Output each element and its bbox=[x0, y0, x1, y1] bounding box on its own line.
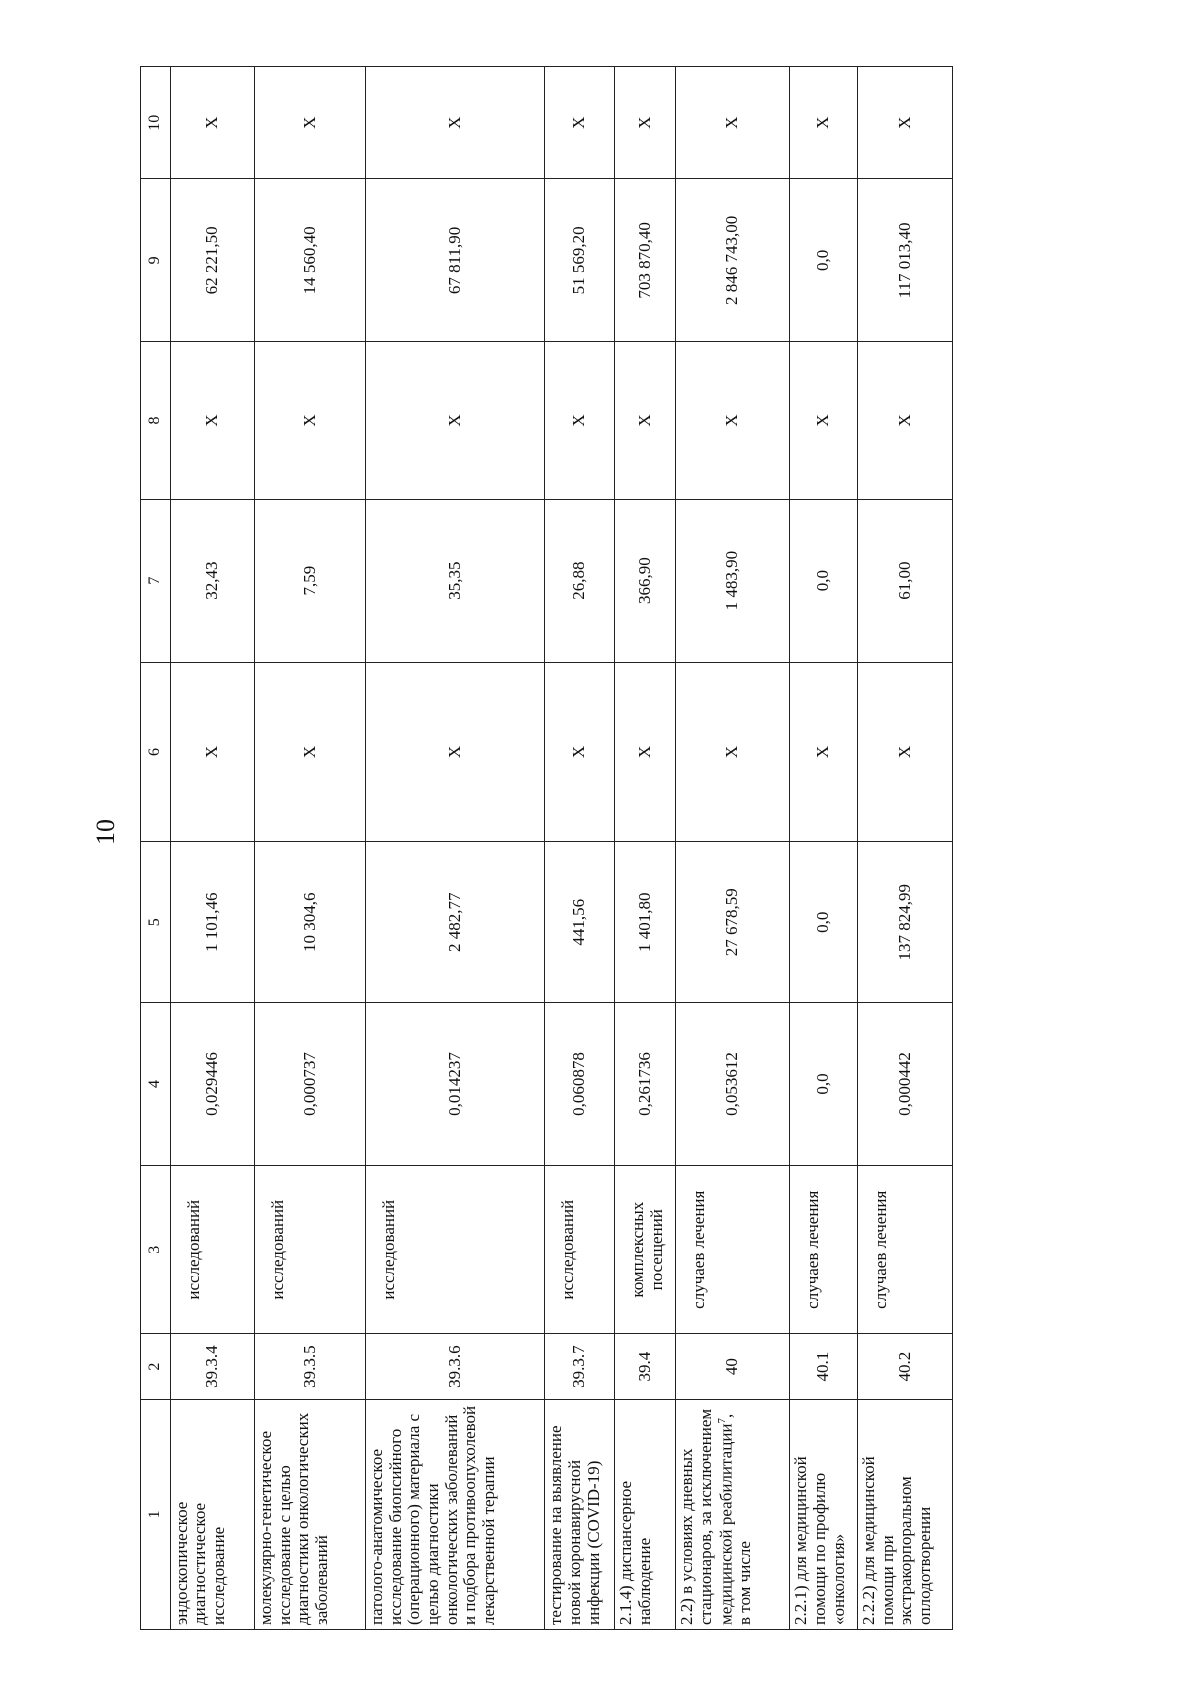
table-cell: 26,88 bbox=[545, 499, 615, 662]
row-unit: исследований bbox=[255, 1165, 366, 1334]
table-cell: 0,060878 bbox=[545, 1003, 615, 1166]
table-cell: X bbox=[365, 67, 545, 179]
table-cell: 0,0 bbox=[790, 1003, 858, 1166]
table-cell: X bbox=[255, 342, 366, 499]
table-cell: 1 401,80 bbox=[615, 842, 676, 1003]
table-cell: X bbox=[170, 662, 254, 842]
column-header: 7 bbox=[141, 499, 171, 662]
table-cell: X bbox=[170, 342, 254, 499]
table-cell: 0,029446 bbox=[170, 1003, 254, 1166]
row-label: эндоскопическое диагностическое исследование bbox=[170, 1399, 254, 1629]
column-header: 9 bbox=[141, 179, 171, 342]
table-cell: X bbox=[255, 67, 366, 179]
table-cell: X bbox=[676, 67, 790, 179]
table-cell: 0,0 bbox=[790, 179, 858, 342]
table-cell: 0,0 bbox=[790, 842, 858, 1003]
table-cell: 35,35 bbox=[365, 499, 545, 662]
column-header: 4 bbox=[141, 1003, 171, 1166]
column-header: 5 bbox=[141, 842, 171, 1003]
table-cell: X bbox=[365, 342, 545, 499]
table-cell: X bbox=[790, 342, 858, 499]
table-cell: X bbox=[857, 342, 952, 499]
column-header: 1 bbox=[141, 1399, 171, 1629]
row-code: 39.3.4 bbox=[170, 1334, 254, 1399]
row-unit: исследований bbox=[365, 1165, 545, 1334]
table-cell: 51 569,20 bbox=[545, 179, 615, 342]
table-cell: 61,00 bbox=[857, 499, 952, 662]
row-label: 2.2.1) для медицинской помощи по профилю «онкология» bbox=[790, 1399, 858, 1629]
table-cell: X bbox=[790, 67, 858, 179]
table-row bbox=[365, 67, 545, 1630]
table-cell: 703 870,40 bbox=[615, 179, 676, 342]
table-row bbox=[790, 67, 858, 1630]
row-code: 40.2 bbox=[857, 1334, 952, 1399]
table-cell: 0,053612 bbox=[676, 1003, 790, 1166]
table-row bbox=[857, 67, 952, 1630]
row-label bbox=[676, 1399, 790, 1629]
table-cell: 0,0 bbox=[790, 499, 858, 662]
table-cell: X bbox=[615, 67, 676, 179]
table-cell: 2 846 743,00 bbox=[676, 179, 790, 342]
table-cell: X bbox=[615, 662, 676, 842]
table-row bbox=[615, 67, 676, 1630]
table-cell: 0,000442 bbox=[857, 1003, 952, 1166]
table-cell: X bbox=[365, 662, 545, 842]
page-number: 10 bbox=[91, 819, 120, 845]
table-cell: 32,43 bbox=[170, 499, 254, 662]
table-cell: 0,261736 bbox=[615, 1003, 676, 1166]
row-unit: случаев лечения bbox=[857, 1165, 952, 1334]
row-label: 2.1.4) диспансерное наблюдение bbox=[615, 1399, 676, 1629]
table-cell: X bbox=[857, 67, 952, 179]
table-cell: 117 013,40 bbox=[857, 179, 952, 342]
row-label: патолого-анатомическое исследование биопсийного (операционного) материала с целью диагностики онкологических заболеваний и подбора противоопухолевой лекарственной терапии bbox=[365, 1399, 545, 1629]
table-cell: 0,014237 bbox=[365, 1003, 545, 1166]
row-code: 39.3.5 bbox=[255, 1334, 366, 1399]
row-unit: комплексных посещений bbox=[615, 1165, 676, 1334]
table-cell: X bbox=[857, 662, 952, 842]
table-cell: 441,56 bbox=[545, 842, 615, 1003]
table-cell: X bbox=[170, 67, 254, 179]
table-row bbox=[170, 67, 254, 1630]
row-code: 40.1 bbox=[790, 1334, 858, 1399]
table-cell: X bbox=[790, 662, 858, 842]
column-header: 6 bbox=[141, 662, 171, 842]
table-cell: 62 221,50 bbox=[170, 179, 254, 342]
row-code: 40 bbox=[676, 1334, 790, 1399]
row-unit: случаев лечения bbox=[676, 1165, 790, 1334]
row-code: 39.3.6 bbox=[365, 1334, 545, 1399]
table-row bbox=[255, 67, 366, 1630]
table-cell: 14 560,40 bbox=[255, 179, 366, 342]
table-cell: 366,90 bbox=[615, 499, 676, 662]
table-cell: X bbox=[676, 342, 790, 499]
table-cell: 1 101,46 bbox=[170, 842, 254, 1003]
table-cell: 1 483,90 bbox=[676, 499, 790, 662]
row-unit: случаев лечения bbox=[790, 1165, 858, 1334]
column-header: 2 bbox=[141, 1334, 171, 1399]
table-cell: 137 824,99 bbox=[857, 842, 952, 1003]
table-cell: 7,59 bbox=[255, 499, 366, 662]
table-cell: X bbox=[676, 662, 790, 842]
table-cell: X bbox=[255, 662, 366, 842]
table-row bbox=[545, 67, 615, 1630]
row-unit: исследований bbox=[170, 1165, 254, 1334]
column-header: 8 bbox=[141, 342, 171, 499]
table-cell: 10 304,6 bbox=[255, 842, 366, 1003]
table-cell: X bbox=[545, 67, 615, 179]
table-cell: 0,000737 bbox=[255, 1003, 366, 1166]
column-header: 10 bbox=[141, 67, 171, 179]
table-cell: X bbox=[545, 342, 615, 499]
row-label: молекулярно-генетическое исследование с целью диагностики онкологических заболеваний bbox=[255, 1399, 366, 1629]
row-label-tail: , в том числе bbox=[716, 1413, 755, 1625]
data-table bbox=[140, 66, 953, 1630]
rotated-table-wrapper bbox=[140, 66, 953, 1630]
table-cell: 2 482,77 bbox=[365, 842, 545, 1003]
table-cell: 27 678,59 bbox=[676, 842, 790, 1003]
header-row bbox=[141, 67, 171, 1630]
row-label: 2.2.2) для медицинской помощи при экстракорпоральном оплодотворении bbox=[857, 1399, 952, 1629]
row-code: 39.3.7 bbox=[545, 1334, 615, 1399]
row-label-text: 2.2) в условиях дневных стационаров, за исключением медицинской реабилитации bbox=[677, 1408, 736, 1625]
row-label: тестирование на выявление новой коронавирусной инфекции (COVID-19) bbox=[545, 1399, 615, 1629]
row-code: 39.4 bbox=[615, 1334, 676, 1399]
table-cell: X bbox=[615, 342, 676, 499]
table-cell: X bbox=[545, 662, 615, 842]
column-header: 3 bbox=[141, 1165, 171, 1334]
row-unit: исследований bbox=[545, 1165, 615, 1334]
footnote-marker: 7 bbox=[715, 1417, 728, 1424]
table-cell: 67 811,90 bbox=[365, 179, 545, 342]
table-row bbox=[676, 67, 790, 1630]
